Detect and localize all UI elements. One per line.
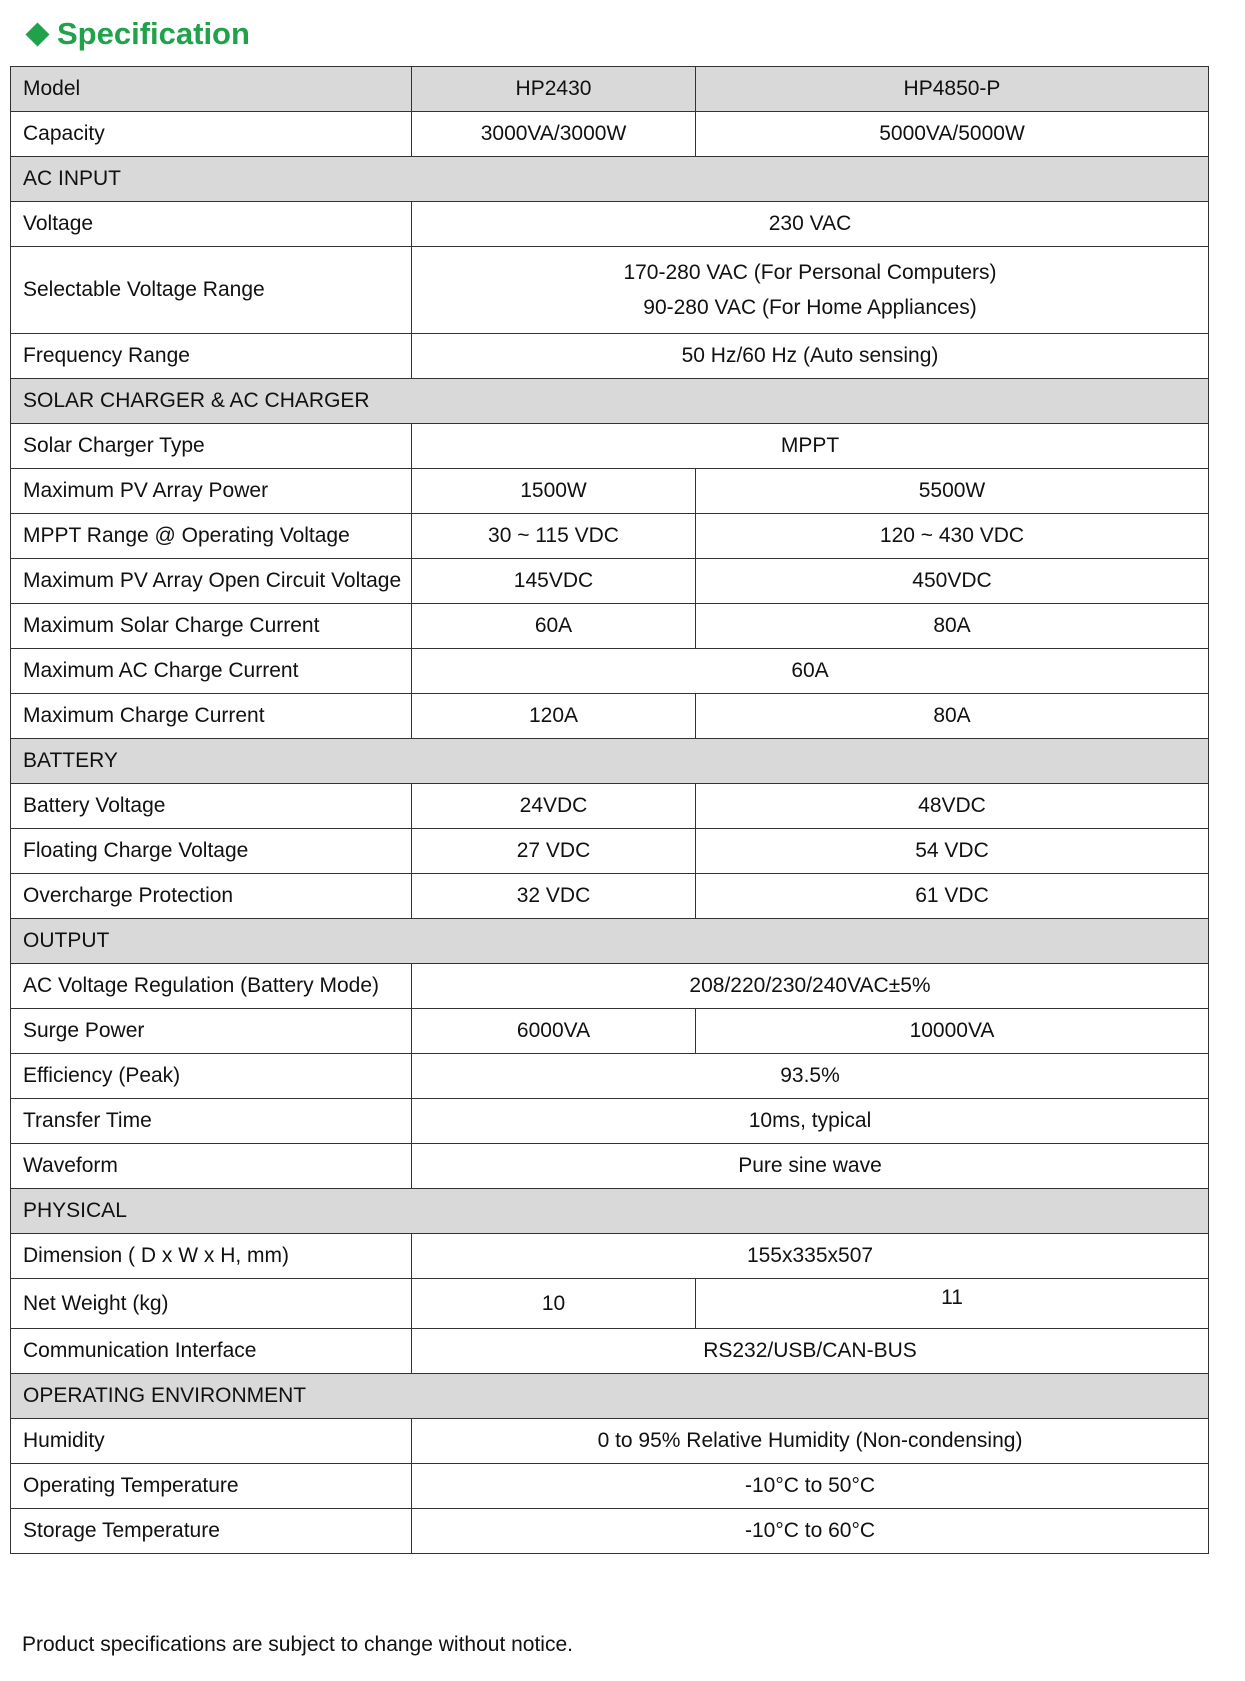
row-label: Net Weight (kg) (11, 1279, 412, 1329)
row-label: MPPT Range @ Operating Voltage (11, 514, 412, 559)
row-label: Efficiency (Peak) (11, 1054, 412, 1099)
row-label: Maximum Charge Current (11, 694, 412, 739)
value-model-a: 32 VDC (412, 874, 696, 919)
table-row (11, 1234, 1209, 1279)
table-header-row (11, 67, 1209, 112)
page-title (26, 10, 250, 58)
table-row (11, 1009, 1209, 1054)
value-shared: Pure sine wave (412, 1144, 1209, 1189)
value-model-b: 80A (696, 604, 1209, 649)
table-row (11, 559, 1209, 604)
value-shared: 0 to 95% Relative Humidity (Non-condensing) (412, 1419, 1209, 1464)
value-model-a: 120A (412, 694, 696, 739)
table-row (11, 1144, 1209, 1189)
table-row (11, 1509, 1209, 1554)
table-row (11, 112, 1209, 157)
value-model-b: 10000VA (696, 1009, 1209, 1054)
value-shared: RS232/USB/CAN-BUS (412, 1329, 1209, 1374)
row-label: Communication Interface (11, 1329, 412, 1374)
section-title: BATTERY (11, 739, 1209, 784)
table-row (11, 1054, 1209, 1099)
section-header-row (11, 919, 1209, 964)
table-row (11, 784, 1209, 829)
value-shared: 93.5% (412, 1054, 1209, 1099)
section-title: OPERATING ENVIRONMENT (11, 1374, 1209, 1419)
value-model-b: 80A (696, 694, 1209, 739)
value-shared: 50 Hz/60 Hz (Auto sensing) (412, 334, 1209, 379)
table-row (11, 1419, 1209, 1464)
value-model-b: 48VDC (696, 784, 1209, 829)
section-header-row (11, 1189, 1209, 1234)
row-label: Humidity (11, 1419, 412, 1464)
table-row (11, 649, 1209, 694)
table-row (11, 604, 1209, 649)
row-label: Waveform (11, 1144, 412, 1189)
table-row (11, 334, 1209, 379)
value-shared: 60A (412, 649, 1209, 694)
table-row (11, 247, 1209, 334)
table-row (11, 202, 1209, 247)
row-label: Maximum Solar Charge Current (11, 604, 412, 649)
value-model-b: 11 (696, 1279, 1209, 1329)
row-label: Capacity (11, 112, 412, 157)
row-label: Overcharge Protection (11, 874, 412, 919)
row-label: Voltage (11, 202, 412, 247)
value-model-a: 145VDC (412, 559, 696, 604)
value-shared: MPPT (412, 424, 1209, 469)
value-shared: -10°C to 60°C (412, 1509, 1209, 1554)
row-label: Maximum AC Charge Current (11, 649, 412, 694)
value-model-b: 61 VDC (696, 874, 1209, 919)
value-model-a: 10 (412, 1279, 696, 1329)
table-row (11, 874, 1209, 919)
table-row (11, 1279, 1209, 1329)
header-label: Model (11, 67, 412, 112)
row-label: Operating Temperature (11, 1464, 412, 1509)
value-line-1: 170-280 VAC (For Personal Computers) (623, 260, 997, 284)
value-shared: 10ms, typical (412, 1099, 1209, 1144)
section-title: AC INPUT (11, 157, 1209, 202)
value-shared (412, 247, 1209, 334)
value-line-2: 90-280 VAC (For Home Appliances) (643, 296, 977, 319)
table-row (11, 694, 1209, 739)
table-row (11, 1464, 1209, 1509)
page-title-text: Specification (57, 16, 250, 51)
row-label: Selectable Voltage Range (11, 247, 412, 334)
section-title: SOLAR CHARGER & AC CHARGER (11, 379, 1209, 424)
value-shared: -10°C to 50°C (412, 1464, 1209, 1509)
value-model-a: 3000VA/3000W (412, 112, 696, 157)
value-model-b: 450VDC (696, 559, 1209, 604)
value-model-a: 1500W (412, 469, 696, 514)
table-row (11, 1099, 1209, 1144)
value-model-b: 5500W (696, 469, 1209, 514)
row-label: Transfer Time (11, 1099, 412, 1144)
header-model-a: HP2430 (412, 67, 696, 112)
row-label: Dimension ( D x W x H, mm) (11, 1234, 412, 1279)
value-model-b: 54 VDC (696, 829, 1209, 874)
row-label: Solar Charger Type (11, 424, 412, 469)
row-label: Maximum PV Array Power (11, 469, 412, 514)
value-model-a: 60A (412, 604, 696, 649)
value-model-b: 5000VA/5000W (696, 112, 1209, 157)
section-title: OUTPUT (11, 919, 1209, 964)
diamond-bullet-icon (25, 22, 49, 46)
section-header-row (11, 1374, 1209, 1419)
value-model-a: 30 ~ 115 VDC (412, 514, 696, 559)
table-row (11, 964, 1209, 1009)
value-shared: 155x335x507 (412, 1234, 1209, 1279)
value-model-a: 27 VDC (412, 829, 696, 874)
row-label: Storage Temperature (11, 1509, 412, 1554)
footer-note: Product specifications are subject to change without notice. (22, 1633, 573, 1656)
row-label: AC Voltage Regulation (Battery Mode) (11, 964, 412, 1009)
value-model-b: 120 ~ 430 VDC (696, 514, 1209, 559)
table-row (11, 469, 1209, 514)
value-shared: 230 VAC (412, 202, 1209, 247)
table-row (11, 514, 1209, 559)
header-model-b: HP4850-P (696, 67, 1209, 112)
table-row (11, 1329, 1209, 1374)
table-row (11, 424, 1209, 469)
row-label: Surge Power (11, 1009, 412, 1054)
section-title: PHYSICAL (11, 1189, 1209, 1234)
section-header-row (11, 379, 1209, 424)
specification-table (10, 66, 1209, 1554)
table-row (11, 829, 1209, 874)
value-model-a: 6000VA (412, 1009, 696, 1054)
value-shared: 208/220/230/240VAC±5% (412, 964, 1209, 1009)
row-label: Battery Voltage (11, 784, 412, 829)
section-header-row (11, 739, 1209, 784)
row-label: Maximum PV Array Open Circuit Voltage (11, 559, 412, 604)
row-label: Floating Charge Voltage (11, 829, 412, 874)
section-header-row (11, 157, 1209, 202)
value-model-a: 24VDC (412, 784, 696, 829)
row-label: Frequency Range (11, 334, 412, 379)
